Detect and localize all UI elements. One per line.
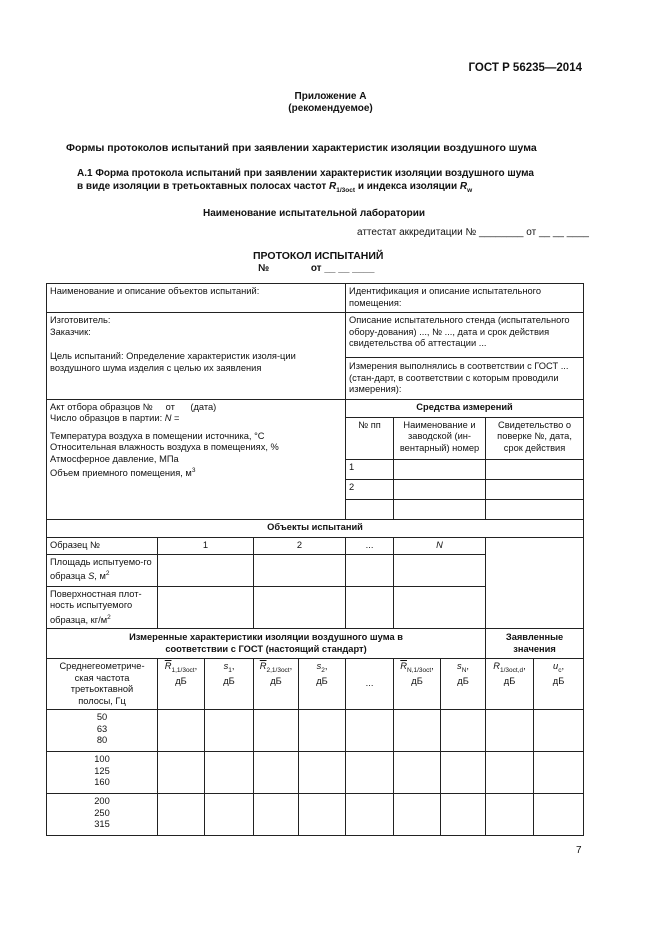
col-rn: $\overline{R}_{N,1/3oct}$, дБ [394,659,441,710]
freq-group-1: 50 63 80 [47,710,158,752]
protocol-number: № от __ __ ____ [258,263,375,274]
means-cell [394,459,486,479]
density-cell [158,586,254,629]
blank-cell [486,537,584,554]
appendix-title: Приложение А [294,91,367,102]
stand-cell [346,313,584,400]
section-line1: А.1 Форма протокола испытаний при заявлении характеристик изоляции воздушного шума [77,168,534,179]
means-cell [486,499,584,519]
conditions-cell [47,399,346,519]
standard-number: ГОСТ Р 56235—2014 [468,62,582,74]
means-cell [486,479,584,499]
sample-col-dots: ... [346,537,394,554]
cond-temperature: Температура воздуха в помещении источника, °С [50,430,265,441]
batch-count: Число образцов в партии: N = [50,413,180,423]
col-rd: $R_{1/3oct,d}$, дБ [486,659,534,710]
table-row [47,710,584,752]
cond-humidity: Относительная влажность воздуха в помещениях, % [50,442,279,452]
protocol-title: ПРОТОКОЛ ИСПЫТАНИЙ [253,250,384,262]
density-cell [346,586,394,629]
table-row [47,752,584,794]
section-line2: в виде изоляции в третьоктавных полосах частот $R_{1/3oct}$ и индекса изоляции $R_w$ [77,181,473,194]
col-dots: ... [346,659,394,710]
col-r2: $\overline{R}_{2,1/3oct}$, дБ [254,659,299,710]
test-objects-title: Объекты испытаний [47,519,584,537]
area-cell [254,554,346,586]
col-s2: $s_2$, дБ [299,659,346,710]
area-label: Площадь испытуемо-го образца S, $м^2$ [47,554,158,586]
page-number: 7 [576,845,582,856]
sample-col-1: 1 [158,537,254,554]
freq-group-3: 200 250 315 [47,794,158,836]
blank-cell [486,586,584,629]
main-title: Формы протоколов испытаний при заявлении характеристик изоляции воздушного шума [66,142,537,154]
means-col-cert: Свидетельство о поверке №, дата, срок действия [486,417,584,459]
cond-pressure: Атмосферное давление, МПа [50,453,179,464]
means-row-2: 2 [346,479,394,499]
measurements-text: Измерения выполнялись в соответствии с ГОСТ ... (стан-дарт, в соответствии с которым проводили измерения): [349,361,569,394]
sampling-act: Акт отбора образцов № от (дата) [50,401,217,412]
col-sn: $s_N$, дБ [441,659,486,710]
density-label: Поверхностная плот-ность испытуемого образца, $кг/м^2$ [47,586,158,629]
means-col-num: № пп [346,417,394,459]
objects-label: Наименование и описание объектов испытаний: [47,284,346,313]
density-cell [254,586,346,629]
purpose-text: Цель испытаний: Определение характеристик изоля-ции воздушного шума изделия с целью их заявления [50,351,296,373]
declared-title: Заявленные значения [486,629,584,659]
appendix-subtitle: (рекомендуемое) [288,103,373,114]
freq-label: Среднегеометриче-ская частота третьоктавной полосы, Гц [47,659,158,710]
lab-name-label: Наименование испытательной лаборатории [203,208,426,219]
manufacturer-label: Изготовитель: [50,315,111,325]
means-row-1: 1 [346,459,394,479]
table-row [47,794,584,836]
purpose-cell [47,313,346,400]
cond-volume: Объем приемного помещения, $м^3$ [50,467,196,479]
sample-col-2: 2 [254,537,346,554]
means-cell [394,499,486,519]
measured-title: Измеренные характеристики изоляции воздушного шума в соответствии с ГОСТ (настоящий стандарт) [47,629,486,659]
sample-col-n: N [394,537,486,554]
accreditation-line: аттестат аккредитации № ________ от __ __ ____ [357,227,589,238]
area-cell [346,554,394,586]
room-label: Идентификация и описание испытательного помещения: [346,284,584,313]
col-uc: $u_c$, дБ [534,659,584,710]
protocol-table [46,283,584,836]
area-cell [158,554,254,586]
means-cell [394,479,486,499]
means-title: Средства измерений [346,399,584,417]
means-cell [486,459,584,479]
means-cell [346,499,394,519]
col-s1: $s_1$, дБ [205,659,254,710]
sample-label: Образец № [47,537,158,554]
blank-cell [486,554,584,586]
density-cell [394,586,486,629]
means-col-name: Наименование и заводской (ин-вентарный) номер [394,417,486,459]
area-cell [394,554,486,586]
freq-group-2: 100 125 160 [47,752,158,794]
customer-label: Заказчик: [50,326,91,337]
stand-text: Описание испытательного стенда (испытательного обору-дования) ..., № ..., дата и срок действия свидетельства об аттестации ... [346,313,583,358]
col-r1: $\overline{R}_{1,1/3oct}$, дБ [158,659,205,710]
